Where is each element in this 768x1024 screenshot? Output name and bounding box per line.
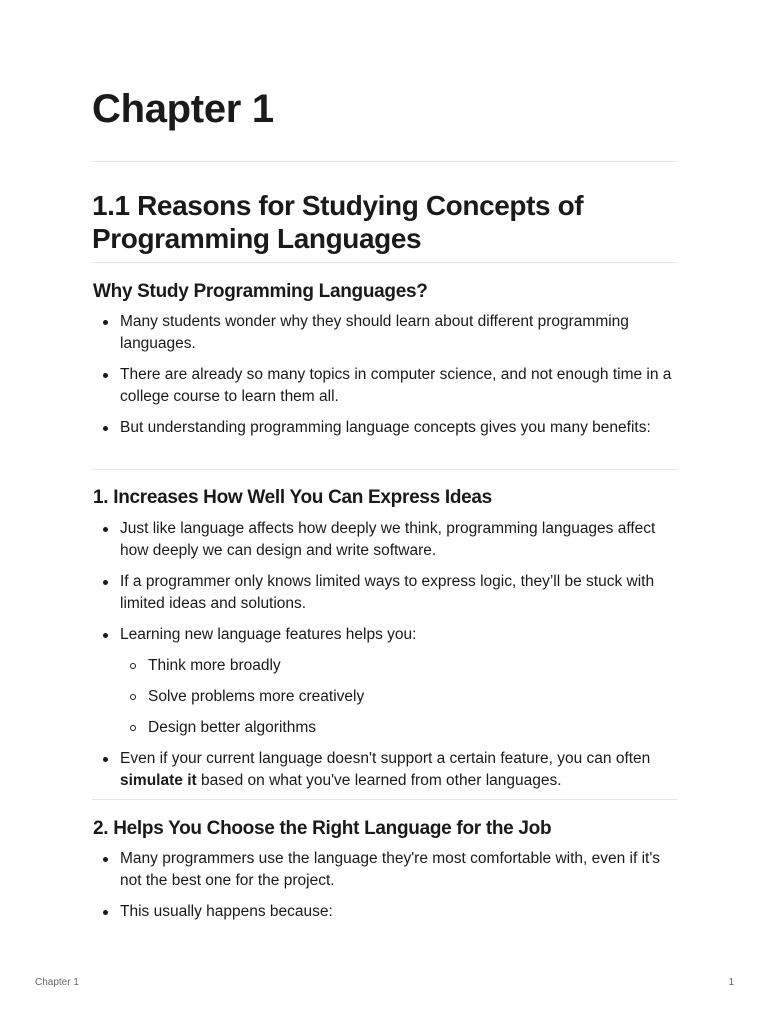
heading-express-ideas: 1. Increases How Well You Can Express Ideas — [93, 487, 492, 508]
list-item — [92, 748, 677, 792]
footer-chapter-label: Chapter 1 — [35, 977, 79, 988]
list-item: Many students wonder why they should learn about different programming languages. — [92, 311, 677, 355]
list-item-text: Even if your current language doesn't support a certain feature, you can often — [120, 750, 651, 767]
divider — [92, 799, 677, 800]
list-item: This usually happens because: — [92, 901, 677, 923]
list-item-text: based on what you've learned from other languages. — [196, 772, 562, 789]
why-list — [92, 311, 677, 448]
list-item: Many programmers use the language they're most comfortable with, even if it's not the best one for the project. — [92, 848, 677, 892]
express-sublist — [120, 655, 677, 739]
list-item: Just like language affects how deeply we think, programming languages affect how deeply we can design and write software. — [92, 518, 677, 562]
heading-why-study: Why Study Programming Languages? — [93, 281, 428, 302]
list-item: There are already so many topics in computer science, and not enough time in a college course to learn them all. — [92, 364, 677, 408]
list-item: But understanding programming language concepts gives you many benefits: — [92, 417, 677, 439]
divider — [92, 161, 677, 162]
list-item-text: Learning new language features helps you: — [120, 626, 417, 643]
divider — [92, 469, 677, 470]
sub-list-item: Design better algorithms — [120, 717, 677, 739]
list-item — [92, 624, 677, 739]
chapter-title: Chapter 1 — [92, 87, 274, 131]
sub-list-item: Solve problems more creatively — [120, 686, 677, 708]
express-list — [92, 518, 677, 801]
emphasis-text: simulate it — [120, 772, 197, 789]
heading-choose-language: 2. Helps You Choose the Right Language for the Job — [93, 818, 552, 839]
choose-list — [92, 848, 677, 932]
section-title: 1.1 Reasons for Studying Concepts of Programming Languages — [92, 190, 584, 254]
sub-list-item: Think more broadly — [120, 655, 677, 677]
footer-page-number: 1 — [728, 977, 734, 988]
divider — [92, 262, 677, 263]
list-item: If a programmer only knows limited ways to express logic, they’ll be stuck with limited ideas and solutions. — [92, 571, 677, 615]
